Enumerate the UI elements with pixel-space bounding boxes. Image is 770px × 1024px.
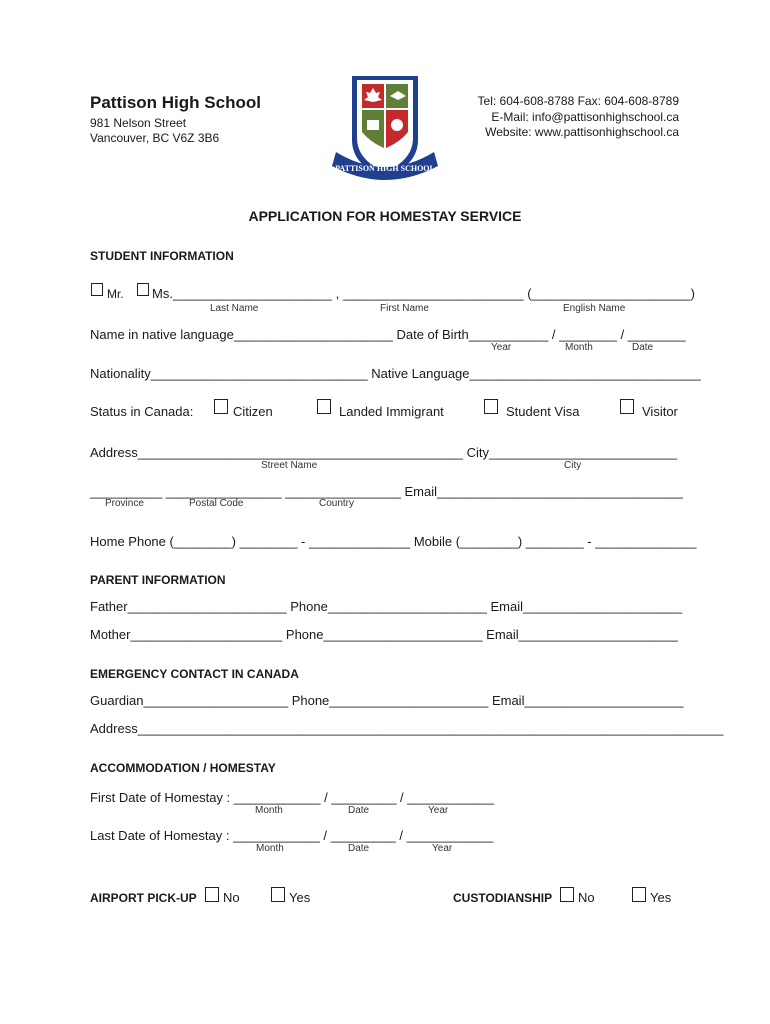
father-line[interactable]: Father______________________ Phone______________________ Email______________________ [90, 599, 683, 614]
custodianship-no-label: No [578, 890, 595, 905]
first-year-caption: Year [428, 805, 449, 816]
school-address-line1: 981 Nelson Street [90, 116, 187, 130]
citizen-label: Citizen [233, 404, 273, 419]
student-visa-label: Student Visa [506, 404, 580, 419]
last-date-homestay-line[interactable]: Last Date of Homestay : ____________ / _________ / ____________ [90, 828, 494, 843]
school-name: Pattison High School [90, 93, 261, 112]
first-name-caption: First Name [380, 303, 429, 314]
home-mobile-phone-line[interactable]: Home Phone (________) ________ - ______________ Mobile (________) ________ - ______________ [90, 534, 697, 549]
school-website: Website: www.pattisonhighschool.ca [485, 125, 679, 139]
postal-code-caption: Postal Code [189, 498, 244, 509]
emergency-address-line[interactable]: Address_________________________________________________________________________________ [90, 721, 724, 736]
landed-immigrant-label: Landed Immigrant [339, 404, 444, 419]
airport-pickup-label: AIRPORT PICK-UP [90, 891, 197, 905]
dob-date-caption: Date [632, 342, 654, 353]
school-crest-logo [330, 70, 440, 188]
airport-pickup-no-checkbox[interactable] [205, 887, 219, 902]
custodianship-yes-checkbox[interactable] [632, 887, 646, 902]
visitor-label: Visitor [642, 404, 678, 419]
nationality-language-line[interactable]: Nationality______________________________ Native Language________________________________ [90, 366, 701, 381]
accommodation-heading: ACCOMMODATION / HOMESTAY [90, 761, 276, 775]
province-caption: Province [105, 498, 144, 509]
native-name-dob-line[interactable]: Name in native language______________________ Date of Birth___________ / ________ / ________ [90, 327, 686, 342]
first-date-caption: Date [348, 805, 370, 816]
airport-pickup-no-label: No [223, 890, 240, 905]
last-month-caption: Month [256, 843, 284, 854]
visitor-checkbox[interactable] [620, 399, 634, 414]
custodianship-yes-label: Yes [650, 890, 672, 905]
emergency-contact-heading: EMERGENCY CONTACT IN CANADA [90, 667, 299, 681]
first-date-homestay-line[interactable]: First Date of Homestay : ____________ / _________ / ____________ [90, 790, 495, 805]
last-year-caption: Year [432, 843, 453, 854]
school-tel-fax: Tel: 604-608-8788 Fax: 604-608-8789 [477, 94, 679, 108]
mr-checkbox[interactable] [91, 283, 103, 296]
dob-month-caption: Month [565, 342, 593, 353]
street-name-caption: Street Name [261, 460, 318, 471]
status-label: Status in Canada: [90, 404, 194, 419]
school-email: E-Mail: info@pattisonhighschool.ca [491, 110, 679, 124]
address-city-line[interactable]: Address_____________________________________________ City__________________________ [90, 445, 678, 460]
airport-pickup-yes-label: Yes [289, 890, 311, 905]
name-field-line[interactable]: Ms.______________________ , _________________________ (______________________) [152, 286, 695, 301]
crest-banner-text: PATTISON HIGH SCHOOL [335, 164, 435, 173]
student-visa-checkbox[interactable] [484, 399, 498, 414]
city-caption: City [564, 460, 582, 471]
guardian-line[interactable]: Guardian____________________ Phone______________________ Email______________________ [90, 693, 684, 708]
school-address-line2: Vancouver, BC V6Z 3B6 [90, 131, 220, 145]
custodianship-no-checkbox[interactable] [560, 887, 574, 902]
english-name-caption: English Name [563, 303, 626, 314]
last-name-caption: Last Name [210, 303, 259, 314]
last-date-caption: Date [348, 843, 370, 854]
province-postal-country-email-line[interactable]: __________ ________________ ________________ Email__________________________________ [90, 484, 683, 499]
first-month-caption: Month [255, 805, 283, 816]
parent-info-heading: PARENT INFORMATION [90, 573, 226, 587]
country-caption: Country [319, 498, 355, 509]
airport-pickup-yes-checkbox[interactable] [271, 887, 285, 902]
dob-year-caption: Year [491, 342, 512, 353]
student-info-heading: STUDENT INFORMATION [90, 249, 234, 263]
ms-checkbox[interactable] [137, 283, 149, 296]
form-title: APPLICATION FOR HOMESTAY SERVICE [248, 208, 522, 224]
landed-immigrant-checkbox[interactable] [317, 399, 331, 414]
mother-line[interactable]: Mother_____________________ Phone______________________ Email______________________ [90, 627, 678, 642]
mr-label: Mr. [107, 287, 124, 301]
custodianship-label: CUSTODIANSHIP [453, 891, 553, 905]
citizen-checkbox[interactable] [214, 399, 228, 414]
